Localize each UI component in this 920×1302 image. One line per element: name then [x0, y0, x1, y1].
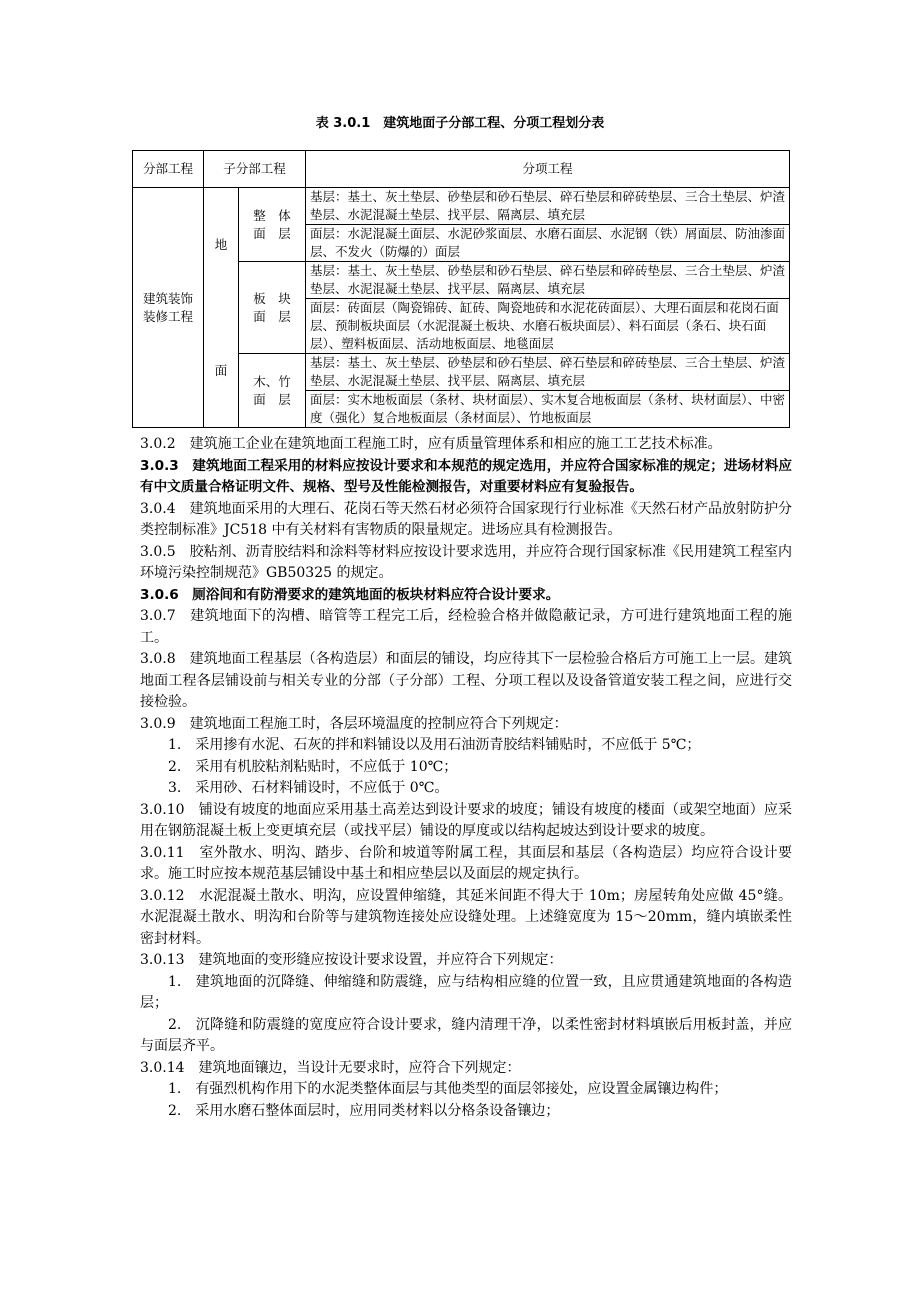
paragraph-3-0-4: 3.0.4 建筑地面采用的大理石、花岗石等天然石材必须符合国家现行行业标准《天然石材产品放射防护分类控制标准》JC518 中有关材料有害物质的限量规定。进场应具有检测报告。	[140, 500, 792, 538]
item-cell: 面层：实木地板面层（条材、块材面层）、实木复合地板面层（条材、块材面层）、中密度（强化）复合地板面层（条材面层）、竹地板面层	[306, 391, 790, 428]
group-name-wood: 木、竹 面 层	[239, 354, 306, 428]
paragraph-3-0-2: 3.0.2 建筑施工企业在建筑地面工程施工时，应有质量管理体系和相应的施工工艺技术标准。	[140, 436, 722, 452]
division-table	[132, 150, 790, 428]
list-item: 2. 沉降缝和防震缝的宽度应符合设计要求，缝内清理干净，以柔性密封材料填嵌后用板封盖，并应与面层齐平。	[140, 1016, 792, 1054]
item-cell: 基层：基土、灰土垫层、砂垫层和砂石垫层、碎石垫层和碎砖垫层、三合土垫层、炉渣垫层、水泥混凝土垫层、找平层、隔离层、填充层	[306, 262, 790, 299]
list-item: 2. 采用有机胶粘剂粘贴时，不应低于 10℃；	[168, 758, 458, 775]
division-cell: 建筑装饰装修工程	[133, 188, 204, 428]
paragraph-3-0-7: 3.0.7 建筑地面下的沟槽、暗管等工程完工后，经检验合格并做隐蔽记录，方可进行建筑地面工程的施工。	[140, 608, 792, 646]
header-subdivision: 子分部工程	[204, 151, 306, 188]
table-row	[133, 188, 790, 225]
group-name-integral: 整 体 面 层	[239, 188, 306, 262]
subdivision-cell	[204, 188, 239, 428]
paragraph-3-0-6: 3.0.6 厕浴间和有防滑要求的建筑地面的板块材料应符合设计要求。	[140, 586, 560, 603]
header-items: 分项工程	[306, 151, 790, 188]
list-item: 1. 建筑地面的沉降缝、伸缩缝和防震缝，应与结构相应缝的位置一致，且应贯通建筑地面的各构造层；	[140, 973, 792, 1011]
group-name-block: 板 块 面 层	[239, 262, 306, 354]
item-cell: 基层：基土、灰土垫层、砂垫层和砂石垫层、碎石垫层和碎砖垫层、三合土垫层、炉渣垫层、水泥混凝土垫层、找平层、隔离层、填充层	[306, 188, 790, 225]
paragraph-3-0-10: 3.0.10 铺设有坡度的地面应采用基土高差达到设计要求的坡度；铺设有坡度的楼面（或架空地面）应采用在钢筋混凝土板上变更填充层（或找平层）铺设的厚度或以结构起坡达到设计要求的坡度。	[140, 801, 792, 839]
item-cell: 面层：砖面层（陶瓷锦砖、缸砖、陶瓷地砖和水泥花砖面层）、大理石面层和花岗石面层、预制板块面层（水泥混凝土板块、水磨石板块面层）、料石面层（条石、块石面层）、塑料板面层、活动地板面层、地毯面层	[306, 299, 790, 354]
document-body	[140, 434, 792, 1122]
paragraph-3-0-12: 3.0.12 水泥混凝土散水、明沟，应设置伸缩缝，其延米间距不得大于 10m；房屋转角处应做 45°缝。水泥混凝土散水、明沟和台阶等与建筑物连接处应设缝处理。上述缝宽度为 15～20mm，缝内填嵌柔性密封材料。	[140, 887, 792, 947]
paragraph-3-0-9: 3.0.9 建筑地面工程施工时，各层环境温度的控制应符合下列规定：	[140, 715, 568, 732]
table-header-row	[133, 151, 790, 188]
subdivision-char-2: 面	[214, 362, 228, 378]
subdivision-char-1: 地	[214, 236, 228, 252]
header-division: 分部工程	[133, 151, 204, 188]
list-item: 3. 采用砂、石材料铺设时，不应低于 0℃。	[168, 780, 449, 796]
item-cell: 基层：基土、灰土垫层、砂垫层和砂石垫层、碎石垫层和碎砖垫层、三合土垫层、炉渣垫层、水泥混凝土垫层、找平层、隔离层、填充层	[306, 354, 790, 391]
paragraph-3-0-5: 3.0.5 胶粘剂、沥青胶结料和涂料等材料应按设计要求选用，并应符合现行国家标准《民用建筑工程室内环境污染控制规范》GB50325 的规定。	[140, 543, 792, 581]
table-title: 表 3.0.1 建筑地面子分部工程、分项工程划分表	[315, 116, 605, 131]
item-cell: 面层：水泥混凝土面层、水泥砂浆面层、水磨石面层、水泥钢（铁）屑面层、防油渗面层、不发火（防爆的）面层	[306, 225, 790, 262]
paragraph-3-0-13: 3.0.13 建筑地面的变形缝应按设计要求设置，并应符合下列规定：	[140, 952, 563, 968]
list-item: 1. 采用掺有水泥、石灰的拌和料铺设以及用石油沥青胶结料铺贴时，不应低于 5℃；	[168, 737, 701, 753]
list-item: 2. 采用水磨石整体面层时，应用同类材料以分格条设备镶边；	[168, 1102, 560, 1119]
paragraph-3-0-8: 3.0.8 建筑地面工程基层（各构造层）和面层的铺设，均应待其下一层检验合格后方可施工上一层。建筑地面工程各层铺设前与相关专业的分部（子分部）工程、分项工程以及设备管道安装工程之间，应进行交接检验。	[140, 651, 792, 710]
paragraph-3-0-11: 3.0.11 室外散水、明沟、踏步、台阶和坡道等附属工程，其面层和基层（各构造层）均应符合设计要求。施工时应按本规范基层铺设中基土和相应垫层以及面层的规定执行。	[140, 844, 792, 882]
paragraph-3-0-14: 3.0.14 建筑地面镶边，当设计无要求时，应符合下列规定：	[140, 1059, 521, 1076]
list-item: 1. 有强烈机构作用下的水泥类整体面层与其他类型的面层邻接处，应设置金属镶边构件；	[168, 1081, 728, 1097]
paragraph-3-0-3: 3.0.3 建筑地面工程采用的材料应按设计要求和本规范的规定选用，并应符合国家标准的规定；进场材料应有中文质量合格证明文件、规格、型号及性能检测报告，对重要材料应有复验报告。	[140, 457, 792, 495]
